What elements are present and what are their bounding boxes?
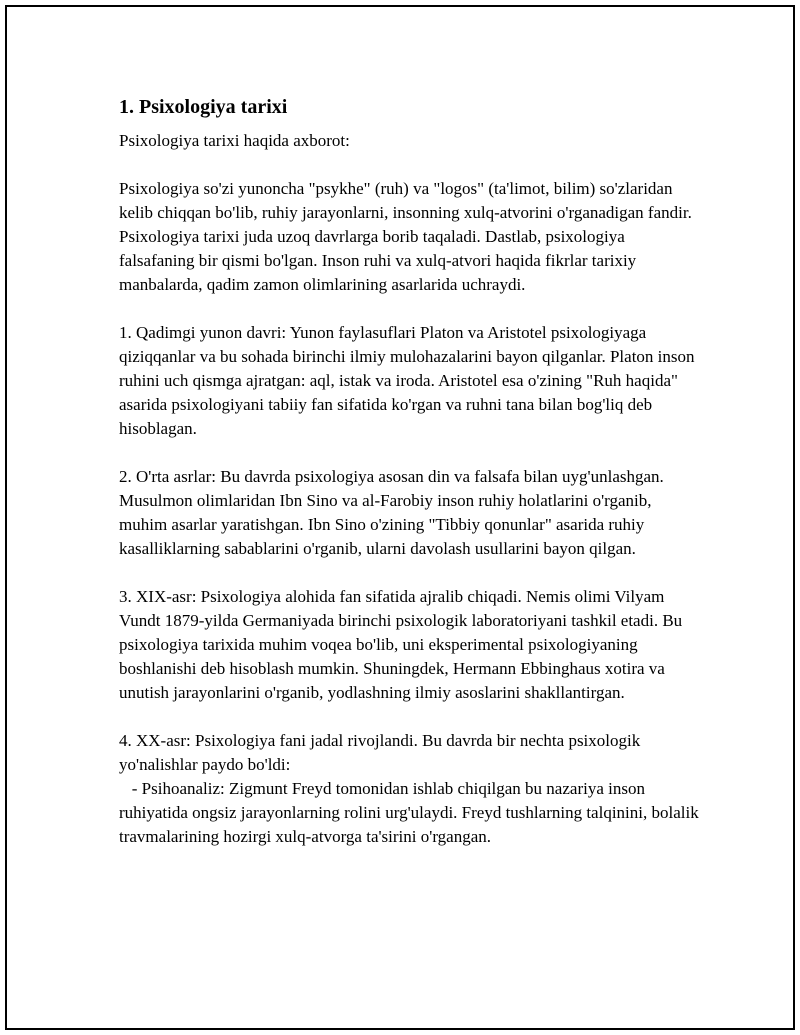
paragraph-19th-century: 3. XIX-asr: Psixologiya alohida fan sifatida ajralib chiqadi. Nemis olimi Vilyam Vundt 1879-yilda Germaniyada birinchi psixologik laboratoriyani tashkil etadi. Bu psixologiya tarixida muhim voqea bo'lib, uni eksperimental psixologiyaning boshlanishi deb hisoblash mumkin. Shuningdek, Hermann Ebbinghaus xotira va unutish jarayonlarini o'rganib, yodlashning ilmiy asoslarini shakllantirgan. [119, 587, 687, 702]
paragraph-ancient-greek: 1. Qadimgi yunon davri: Yunon faylasuflari Platon va Aristotel psixologiyaga qiziqqanlar va bu sohada birinchi ilmiy mulohazalarini bayon qilganlar. Platon inson ruhini uch qismga ajratgan: aql, istak va iroda. Aristotel esa o'zining "Ruh haqida" asarida psixologiyani tabiiy fan sifatida ko'rgan va ruhni tana bilan bog'liq deb hisoblagan. [119, 323, 699, 438]
document-body [119, 95, 699, 849]
paragraph-20th-century: 4. XX-asr: Psixologiya fani jadal rivojlandi. Bu davrda bir nechta psixologik yo'nalishlar paydo bo'ldi: - Psihoanaliz: Zigmunt Freyd tomonidan ishlab chiqilgan bu nazariya inson ruhiyatida ongsiz jarayonlarning rolini urg'ulaydi. Freyd tushlarning talqinini, bolalik travmalarining hozirgi xulq-atvorga ta'sirini o'rgangan. [119, 731, 699, 846]
document-title: 1. Psixologiya tarixi [119, 96, 288, 118]
paragraph-definition: Psixologiya so'zi yunoncha "psykhe" (ruh) va "logos" (ta'limot, bilim) so'zlaridan kelib chiqqan bo'lib, ruhiy jarayonlarni, insonning xulq-atvorini o'rganadigan fandir. Psixologiya tarixi juda uzoq davrlarga borib taqaladi. Dastlab, psixologiya falsafaning bir qismi bo'lgan. Inson ruhi va xulq-atvori haqida fikrlar tarixiy manbalarda, qadim zamon olimlarining asarlarida uchraydi. [119, 179, 697, 294]
intro-line: Psixologiya tarixi haqida axborot: [119, 131, 350, 150]
paragraph-middle-ages: 2. O'rta asrlar: Bu davrda psixologiya asosan din va falsafa bilan uyg'unlashgan. Musulmon olimlaridan Ibn Sino va al-Farobiy inson ruhiy holatlarini o'rganib, muhim asarlar yaratishgan. Ibn Sino o'zining "Tibbiy qonunlar" asarida ruhiy kasalliklarning sabablarini o'rganib, ularni davolash usullarini bayon qilgan. [119, 467, 669, 558]
page-frame [5, 5, 795, 1030]
